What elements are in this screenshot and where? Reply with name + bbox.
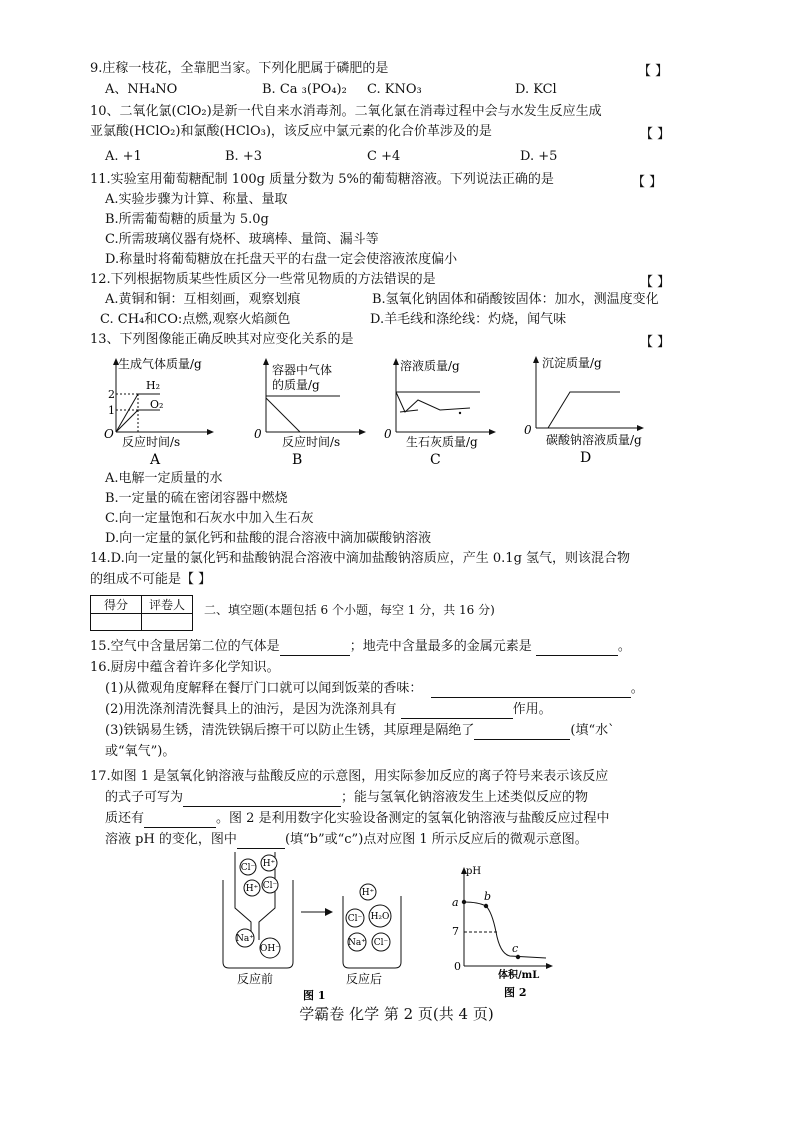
q12-option-b: B.氢氧化钠固体和硝酸铵固体：加水，测温度变化 <box>372 292 659 307</box>
graph-c-xlabel: 生石灰质量/g <box>406 435 478 449</box>
q12-option-d: D.羊毛线和涤纶线：灼烧，闻气味 <box>370 312 567 327</box>
q17-blank-3[interactable] <box>237 834 285 849</box>
figure-1 <box>215 850 415 1002</box>
q9-option-a: A、NH₄NO <box>105 82 178 97</box>
ion-h-1: H⁺ <box>262 859 276 869</box>
q14-stem-2: 的组成不可能是【 】 <box>90 572 212 587</box>
graph-d-ylabel: 沉淀质量/g <box>542 356 602 370</box>
ion-oh: OH⁻ <box>260 944 280 954</box>
q16-part-3-cont: 或“氧气”)。 <box>105 744 176 759</box>
svg-text:b: b <box>484 890 492 903</box>
grader-cell[interactable] <box>142 614 193 631</box>
svg-text:H₂: H₂ <box>146 379 161 392</box>
q12-option-a: A.黄铜和铜：互相刻画，观察划痕 <box>105 292 301 307</box>
q16-blank-3[interactable] <box>474 725 570 740</box>
graph-d-letter: D <box>580 450 592 466</box>
ion-after-na: Na⁺ <box>348 938 366 948</box>
q10-option-d: D. +5 <box>520 149 558 164</box>
graph-d-xlabel: 碳酸钠溶液质量/g <box>546 433 642 447</box>
q16-stem: 16.厨房中蕴含着许多化学知识。 <box>90 660 280 675</box>
q15-blank-2[interactable] <box>536 641 618 656</box>
svg-text:1: 1 <box>108 404 115 417</box>
q11-option-c: C.所需玻璃仪器有烧杯、玻璃棒、量筒、漏斗等 <box>105 232 379 247</box>
q10-option-c: C +4 <box>367 149 401 164</box>
molecule-water: H₂O <box>370 912 390 922</box>
q10-stem: 10、二氧化氯(ClO₂)是新一代自来水消毒剂。二氧化氯在消毒过程中会与水发生反应生成 <box>90 104 602 119</box>
svg-text:O₂: O₂ <box>150 398 164 411</box>
graph-b-letter: B <box>292 452 303 467</box>
graph-c-letter: C <box>430 452 441 467</box>
score-header: 得分 <box>91 596 142 614</box>
q9-option-d: D. KCl <box>515 82 557 97</box>
q9-bracket: 【 】 <box>638 64 669 79</box>
svg-text:的质量/g: 的质量/g <box>272 378 320 392</box>
q16-part-3: (3)铁锅易生锈，清洗铁锅后擦干可以防止生锈，其原理是隔绝了 (填“水` <box>105 723 615 738</box>
q14-stem: 14.D.向一定量的氯化钙和盐酸钠混合溶液中滴加盐酸钠溶质应，产生 0.1g 氢气，则该混合物 <box>90 551 631 566</box>
q10-bracket: 【 】 <box>640 127 671 142</box>
graph-b-ylabel: 容器中气体 <box>272 363 333 377</box>
svg-text:7: 7 <box>452 925 459 938</box>
graph-c-ylabel: 溶液质量/g <box>400 359 460 373</box>
q10-option-a: A. +1 <box>105 149 142 164</box>
q10-stem-2: 亚氯酸(HClO₂)和氯酸(HClO₃)，该反应中氯元素的化合价革涉及的是 <box>90 124 492 139</box>
figure-1-caption: 图 1 <box>303 989 326 1002</box>
q11-option-b: B.所需葡萄糖的质量为 5.0g <box>105 212 269 227</box>
grader-header: 评卷人 <box>142 596 193 614</box>
q13-bracket: 【 】 <box>640 335 671 350</box>
q12-bracket: 【 】 <box>640 275 671 290</box>
graph-a <box>104 356 214 467</box>
ion-cl-1: Cl⁻ <box>240 863 256 873</box>
q11-stem: 11.实验室用葡萄糖配制 100g 质量分数为 5%的葡萄糖溶液。下列说法正确的是 <box>90 172 554 187</box>
svg-text:a: a <box>452 896 459 909</box>
graph-a-letter: A <box>150 452 161 467</box>
ion-after-h: H⁺ <box>361 888 375 898</box>
q12-option-c: C. CH₄和CO:点燃,观察火焰颜色 <box>100 312 291 327</box>
q16-blank-2[interactable] <box>401 704 513 719</box>
graph-b <box>254 358 366 467</box>
q9-option-b: B. Ca ₃(PO₄)₂ <box>262 82 347 97</box>
page-footer: 学霸卷 化学 第 2 页(共 4 页) <box>299 1005 494 1023</box>
svg-text:0: 0 <box>254 427 262 441</box>
q16-part-1: (1)从微观角度解释在餐厅门口就可以闻到饭菜的香味： 。 <box>105 681 644 696</box>
fig2-ylabel: pH <box>466 866 482 877</box>
score-cell[interactable] <box>91 614 142 631</box>
q13-stem: 13、下列图像能正确反映其对应变化关系的是 <box>90 332 354 347</box>
q17-line-2: 的式子可写为 ；能与氢氧化钠溶液发生上述类似反应的物 <box>105 790 589 805</box>
svg-text:2: 2 <box>108 388 115 401</box>
q15: 15.空气中含量居第二位的气体是 ；地壳中含量最多的金属元素是 。 <box>90 639 631 654</box>
ion-h-2: H⁺ <box>245 884 259 894</box>
q11-bracket: 【 】 <box>632 175 663 190</box>
q13-option-d: D.向一定量的氯化钙和盐酸的混合溶液中滴加碳酸钠溶液 <box>105 531 432 546</box>
ion-na: Na⁺ <box>236 934 254 944</box>
svg-text:0: 0 <box>384 427 392 441</box>
figure-2 <box>448 862 558 1002</box>
svg-text:0: 0 <box>454 960 461 973</box>
graph-a-xlabel: 反应时间/s <box>122 435 181 449</box>
q17-blank-1[interactable] <box>183 792 341 807</box>
q16-part-2: (2)用洗涤剂清洗餐具上的油污，是因为洗涤剂具有 作用。 <box>105 702 552 717</box>
q16-blank-1[interactable] <box>431 683 631 698</box>
q10-option-b: B. +3 <box>225 149 262 164</box>
q17-line-3: 质还有 。图 2 是利用数字化实验设备测定的氢氧化钠溶液与盐酸反应过程中 <box>105 811 610 826</box>
graph-c <box>384 358 496 467</box>
q12-stem: 12.下列根据物质某些性质区分一些常见物质的方法错误的是 <box>90 272 436 287</box>
svg-text:0: 0 <box>524 423 532 437</box>
q13-graphs <box>100 352 660 467</box>
graph-a-ylabel: 生成气体质量/g <box>118 357 202 371</box>
q15-blank-1[interactable] <box>280 641 350 656</box>
q13-option-b: B.一定量的硫在密闭容器中燃烧 <box>105 491 288 506</box>
graph-b-xlabel: 反应时间/s <box>282 435 341 449</box>
q13-option-c: C.向一定量饱和石灰水中加入生石灰 <box>105 511 314 526</box>
q9-option-c: C. KNO₃ <box>367 82 422 97</box>
ion-after-cl-1: Cl⁻ <box>347 914 363 924</box>
label-before: 反应前 <box>237 972 274 986</box>
svg-text:c: c <box>512 942 519 955</box>
q17-line-4: 溶液 pH 的变化，图中 (填“b”或“c”)点对应图 1 所示反应后的微观示意图。 <box>105 832 588 847</box>
q17-line-1: 17.如图 1 是氢氧化钠溶液与盐酸反应的示意图，用实际参加反应的离子符号来表示该反应 <box>90 769 609 784</box>
section-2-header: 二、填空题(本题包括 6 个小题，每空 1 分，共 16 分) <box>204 603 495 617</box>
ion-after-cl-2: Cl⁻ <box>373 938 389 948</box>
q11-option-a: A.实验步骤为计算、称量、量取 <box>105 192 288 207</box>
score-table <box>90 595 193 631</box>
graph-d <box>524 355 644 466</box>
svg-text:O: O <box>104 427 114 441</box>
ion-cl-2: Cl⁻ <box>262 881 278 891</box>
q9-stem: 9.庄稼一枝花，全靠肥当家。下列化肥属于磷肥的是 <box>90 61 389 76</box>
fig2-xlabel: 体积/mL <box>498 970 540 981</box>
q13-option-a: A.电解一定质量的水 <box>105 471 223 486</box>
figure-2-caption: 图 2 <box>504 986 527 999</box>
q17-blank-2[interactable] <box>144 813 216 828</box>
q11-option-d: D.称量时将葡萄糖放在托盘天平的右盘一定会使溶液浓度偏小 <box>105 252 458 267</box>
label-after: 反应后 <box>346 972 383 986</box>
